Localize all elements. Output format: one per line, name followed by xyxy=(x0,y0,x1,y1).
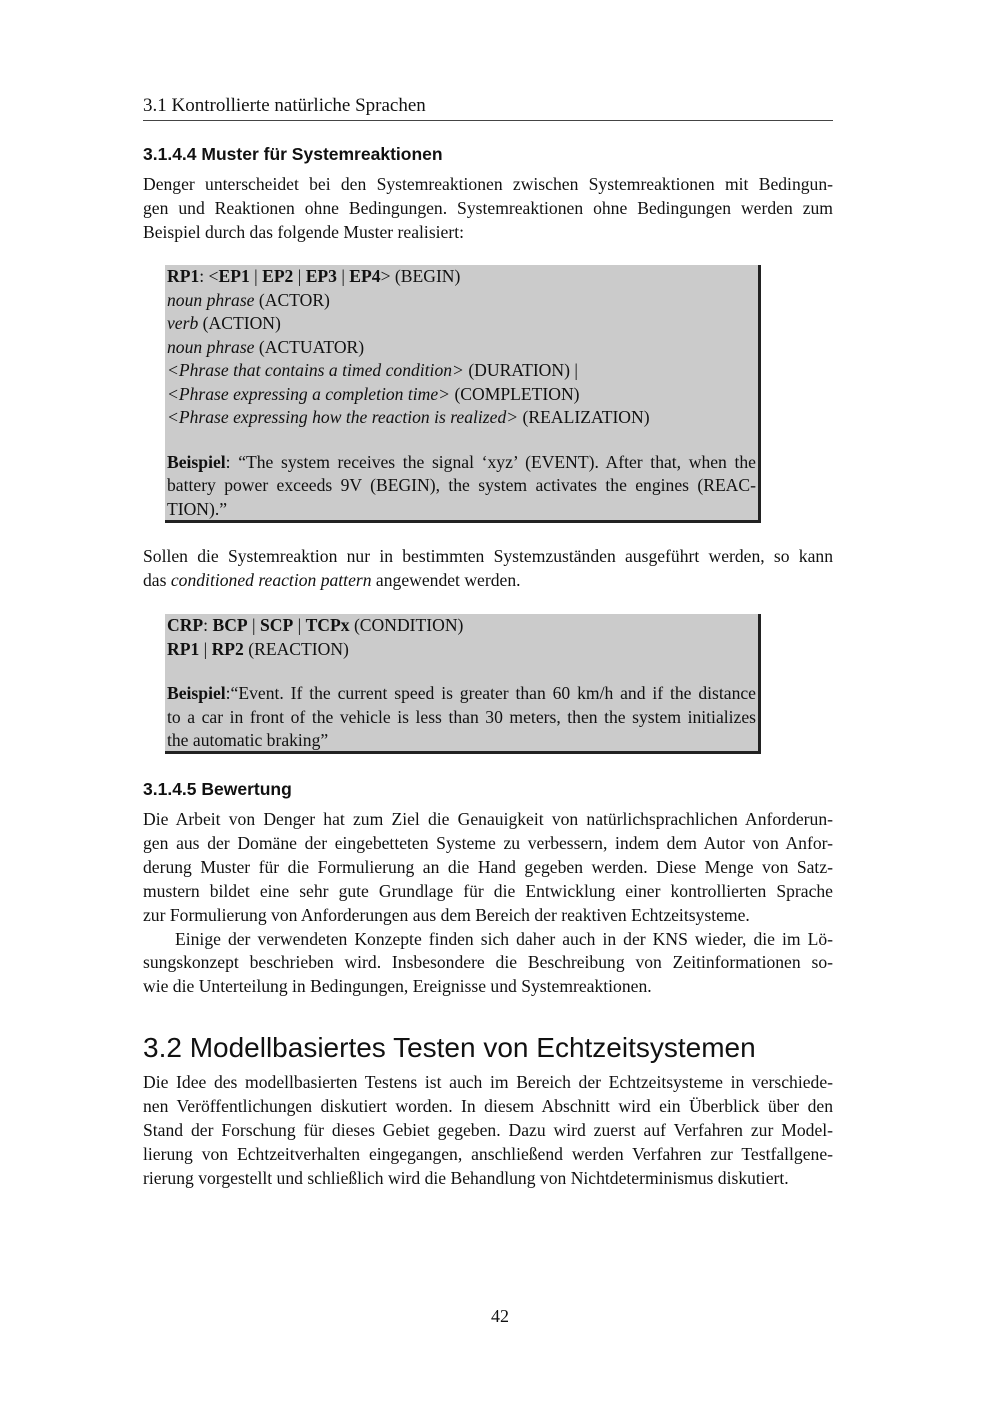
actor-line xyxy=(167,289,758,313)
example-text: : “The system receives the signal ‘xyz’ (EVENT). After that, when the xyxy=(225,451,756,472)
action-tag: (ACTION) xyxy=(198,313,281,333)
separator: | xyxy=(199,638,212,659)
bewertung-paragraph-1 xyxy=(143,808,833,999)
heading-muster-systemreaktionen: 3.1.4.4 Muster für Systemreaktionen xyxy=(143,144,443,164)
scp-term: SCP xyxy=(259,615,294,635)
bcp-term: BCP xyxy=(212,615,248,635)
text-fragment: das xyxy=(143,569,171,590)
duration-phrase: <Phrase that contains a timed condition> xyxy=(167,360,464,380)
separator: | xyxy=(293,615,306,635)
realization-tag: (REALIZATION) xyxy=(518,407,650,427)
text-line: Beispiel durch das folgende Muster realisiert: xyxy=(143,221,464,242)
text-line: gen aus der Domäne der eingebetteten Systeme zu verbessern, indem dem Autor von Anfor- xyxy=(143,832,833,853)
crp-colon: : xyxy=(203,615,213,635)
text-line: nen Veröffentlichungen diskutiert worden. In diesem Abschnitt wird ein Überblick über den xyxy=(143,1095,833,1116)
completion-line xyxy=(167,383,758,407)
example-line xyxy=(167,682,758,706)
text-line: Die Arbeit von Denger hat zum Ziel die Genauigkeit von natürlichsprachlichen Anforderun- xyxy=(143,809,833,829)
separator: | xyxy=(336,266,350,286)
text-line: sungskonzept beschrieben wird. Insbesondere die Beschreibung von Zeitinformationen so- xyxy=(143,952,833,973)
ep1-term: EP1 xyxy=(218,266,250,286)
rp1-colon: : < xyxy=(199,266,219,286)
heading-bewertung: 3.1.4.5 Bewertung xyxy=(143,779,292,799)
text-line: derung Muster für die Formulierung an die Hand gegeben werden. Diese Menge von Satz- xyxy=(143,856,833,877)
text-line: Die Idee des modellbasierten Testens ist auch im Bereich der Echtzeitsysteme in verschiede- xyxy=(143,1072,833,1092)
separator: | xyxy=(293,266,306,286)
rp1-term: RP1 xyxy=(167,638,200,659)
completion-phrase: <Phrase expressing a completion time> xyxy=(167,383,451,404)
text-line: rierung vorgestellt und schließlich wird die Behandlung von Nichtdeterminismus diskutiert. xyxy=(143,1167,789,1188)
example-line: the automatic braking” xyxy=(167,730,329,750)
spacer xyxy=(167,661,758,682)
pattern-box-crp xyxy=(165,614,761,754)
rp1-definition-line xyxy=(167,265,758,289)
reaction-tag: (REACTION) xyxy=(243,638,349,659)
reaction-line xyxy=(167,638,758,662)
ep3-term: EP3 xyxy=(305,266,337,286)
ep4-term: EP4 xyxy=(349,266,381,286)
separator: | xyxy=(247,615,260,635)
example-line: to a car in front of the vehicle is less than 30 meters, then the system initializes xyxy=(167,706,756,727)
actuator-tag: (ACTUATOR) xyxy=(254,336,365,357)
actor-tag: (ACTOR) xyxy=(254,289,330,310)
page-number: 42 xyxy=(491,1306,509,1326)
intro-paragraph xyxy=(143,173,833,245)
completion-tag: (COMPLETION) xyxy=(450,383,580,404)
text-line: zur Formulierung von Anforderungen aus dem Bereich der reaktiven Echtzeitsysteme. xyxy=(143,904,750,925)
example-text: :“Event. If the current speed is greater than 60 km/h and if the distance xyxy=(225,683,756,703)
heading-modellbasiertes-testen: 3.2 Modellbasiertes Testen von Echtzeitsystemen xyxy=(143,1032,756,1063)
tcpx-term: TCPx xyxy=(305,615,350,635)
noun-phrase-term: noun phrase xyxy=(167,289,255,310)
modellbasiertes-testen-paragraph xyxy=(143,1071,833,1191)
example-line: TION).” xyxy=(167,498,228,519)
text-line: Denger unterscheidet bei den Systemreaktionen zwischen Systemreaktionen mit Bedingun- xyxy=(143,174,833,194)
text-fragment: angewendet werden. xyxy=(371,569,521,590)
running-head: 3.1 Kontrollierte natürliche Sprachen xyxy=(143,95,833,121)
pattern-box-rp1 xyxy=(165,265,761,523)
text-line: lierung von Echtzeitverhalten eingegangen, anschließend werden Verfahren zur Testfallgene- xyxy=(143,1143,833,1164)
verb-term: verb xyxy=(167,313,199,333)
text-line: gen und Reaktionen ohne Bedingungen. Systemreaktionen ohne Bedingungen werden zum xyxy=(143,197,833,218)
conditioned-reaction-paragraph xyxy=(143,545,833,593)
spacer xyxy=(167,430,758,451)
crp-label: CRP xyxy=(167,615,204,635)
text-line: mustern bildet eine sehr gute Grundlage für die Entwicklung einer kontrollierten Sprache xyxy=(143,880,833,901)
realization-phrase: <Phrase expressing how the reaction is realized> xyxy=(167,407,519,427)
pattern-name-emphasis: conditioned reaction pattern xyxy=(170,569,372,590)
duration-line xyxy=(167,359,758,383)
text-line: Einige der verwendeten Konzepte finden sich daher auch in der KNS wieder, die im Lö- xyxy=(175,928,833,949)
text-line: Stand der Forschung für dieses Gebiet gegeben. Dazu wird zuerst auf Verfahren zur Model- xyxy=(143,1119,833,1140)
separator: | xyxy=(249,266,263,286)
noun-phrase-term: noun phrase xyxy=(167,336,255,357)
realization-line xyxy=(167,406,758,430)
action-line xyxy=(167,312,758,336)
example-label: Beispiel xyxy=(167,451,226,472)
duration-tag: (DURATION) | xyxy=(463,360,578,380)
rp1-label: RP1 xyxy=(167,266,200,286)
actuator-line xyxy=(167,336,758,360)
text-line: Sollen die Systemreaktion nur in bestimmten Systemzuständen ausgeführt werden, so kann xyxy=(143,546,833,566)
ep2-term: EP2 xyxy=(262,266,294,286)
example-line xyxy=(167,451,758,475)
crp-definition-line xyxy=(167,614,758,638)
example-label: Beispiel xyxy=(167,683,226,703)
text-line: wie die Unterteilung in Bedingungen, Ereignisse und Systemreaktionen. xyxy=(143,976,652,997)
condition-tag: (CONDITION) xyxy=(349,615,464,635)
text-line xyxy=(143,569,833,593)
rp2-term: RP2 xyxy=(211,638,244,659)
example-line: battery power exceeds 9V (BEGIN), the system activates the engines (REAC- xyxy=(167,475,756,495)
begin-tag: > (BEGIN) xyxy=(380,266,461,286)
